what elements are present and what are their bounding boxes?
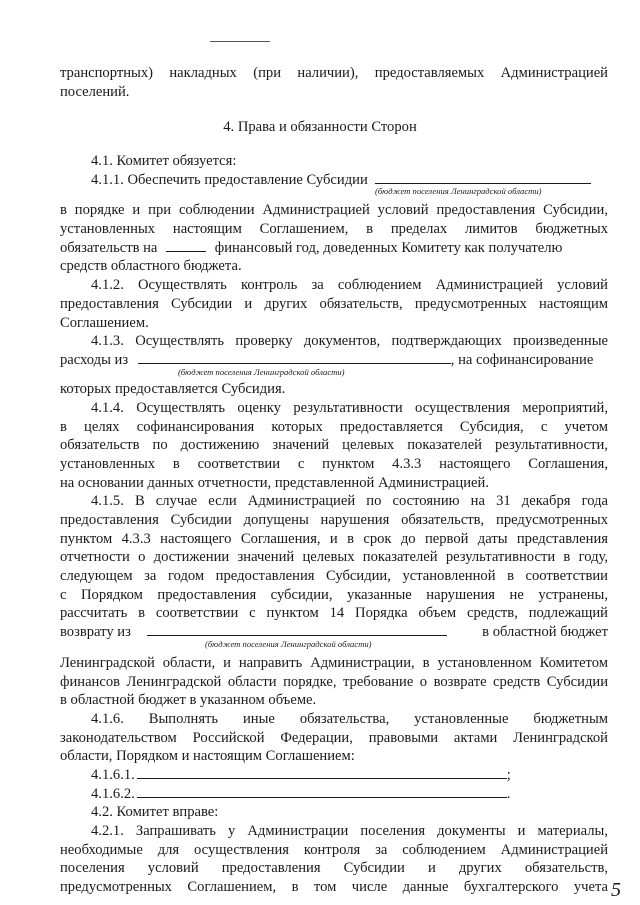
text-line: транспортных) накладных (при наличии), предоставляемых Администрацией (60, 65, 608, 81)
text-line (91, 766, 608, 784)
text-line: которых предоставляется Субсидия. (60, 381, 286, 397)
text-line (91, 785, 608, 803)
text-line: средств областного бюджета. (60, 258, 242, 274)
text-line: 4.1.2. Осуществлять контроль за соблюдением Администрацией условий (91, 277, 608, 293)
field-caption: (бюджет поселения Ленинградской области) (178, 367, 345, 377)
header-mark (210, 41, 270, 42)
text-line: законодательством Российской Федерации, правовыми актами Ленинградской (60, 730, 608, 746)
text-line: на основании данных отчетности, представленной Администрацией. (60, 475, 489, 491)
fill-in-blank (137, 785, 507, 798)
fill-in-blank (375, 171, 591, 184)
text-line: 4.2. Комитет вправе: (91, 804, 219, 820)
text-fragment: в областной бюджет (482, 624, 608, 640)
text-line: поселений. (60, 84, 130, 100)
text-line: области, Порядком и настоящим Соглашением: (60, 748, 355, 764)
text-line: в порядке и при соблюдении Администрацией условий предоставления Субсидии, (60, 202, 608, 218)
page-number: 5 (611, 879, 621, 901)
text-line: Ленинградской области, и направить Администрации, в установленном Комитетом (60, 655, 608, 671)
text-fragment: финансовый год, доведенных Комитету как получателю (214, 240, 563, 256)
fill-in-blank (166, 239, 206, 252)
text-line: с Порядком предоставления субсидии, указанные нарушения не устранены, (60, 587, 608, 603)
fill-in-blank (138, 351, 451, 364)
text-line: рассчитать в соответствии с пунктом 14 Порядка объем средств, подлежащий (60, 605, 608, 621)
text-line: финансов Ленинградской области порядке, требование о возврате средств Субсидии (60, 674, 608, 690)
text-line: следующем за годом предоставления Субсидии, установленной в соответствии (60, 568, 608, 584)
text-line: 4.2.1. Запрашивать у Администрации поселения документы и материалы, (91, 823, 608, 839)
text-line: установленных настоящим Соглашением, в пределах лимитов бюджетных (60, 221, 608, 237)
text-fragment: 4.1.6.2. (91, 786, 135, 802)
text-line: установленных в соответствии с пунктом 4.3.3 настоящего Соглашения, (60, 456, 608, 472)
field-caption: (бюджет поселения Ленинградской области) (375, 186, 542, 196)
text-line: 4.1.5. В случае если Администрацией по состоянию на 31 декабря года (91, 493, 608, 509)
field-caption: (бюджет поселения Ленинградской области) (205, 639, 372, 649)
text-line: предоставления Субсидии и других обязательств, предусмотренных настоящим (60, 296, 608, 312)
text-fragment: обязательств на (60, 240, 158, 256)
text-fragment: ; (506, 767, 511, 783)
text-line: поселения условий предоставления Субсидии и других обязательств, (60, 860, 608, 876)
text-fragment: 4.1.6.1. (91, 767, 135, 783)
text-line: предоставления Субсидии допущены нарушения обязательств, предусмотренных (60, 512, 608, 528)
text-fragment: расходы из (60, 352, 129, 368)
text-fragment: возврату из (60, 624, 131, 640)
text-line: пунктом 4.3.3 настоящего Соглашения, и в срок до первой даты представления (60, 531, 608, 547)
fill-in-blank (137, 766, 507, 779)
section-title: 4. Права и обязанности Сторон (223, 119, 417, 135)
text-line: отчетности о достижении значений целевых показателей результативности в году, (60, 549, 608, 565)
text-line: в областной бюджет в указанном объеме. (60, 692, 317, 708)
text-line: 4.1.6. Выполнять иные обязательства, установленные бюджетным (91, 711, 608, 727)
text-line (60, 239, 608, 257)
text-line: обязательств по достижению значений целевых показателей результативности, (60, 437, 608, 453)
text-fragment: . (506, 786, 511, 802)
text-line: Соглашением. (60, 315, 149, 331)
fill-in-blank (147, 623, 447, 636)
text-line: 4.1.4. Осуществлять оценку результативности осуществления мероприятий, (91, 400, 608, 416)
text-fragment: , на софинансирование (450, 352, 594, 368)
text-line: 4.1.3. Осуществлять проверку документов, подтверждающих произведенные (91, 333, 608, 349)
text-line: необходимые для осуществления контроля за соблюдением Администрацией (60, 842, 608, 858)
text-line: 4.1. Комитет обязуется: (91, 153, 237, 169)
text-line: в целях софинансирования которых предоставляется Субсидия, с учетом (60, 419, 608, 435)
text-fragment: 4.1.1. Обеспечить предоставление Субсидии (91, 172, 368, 188)
text-line: предусмотренных Соглашением, в том числе данные бухгалтерского учета (60, 879, 608, 895)
